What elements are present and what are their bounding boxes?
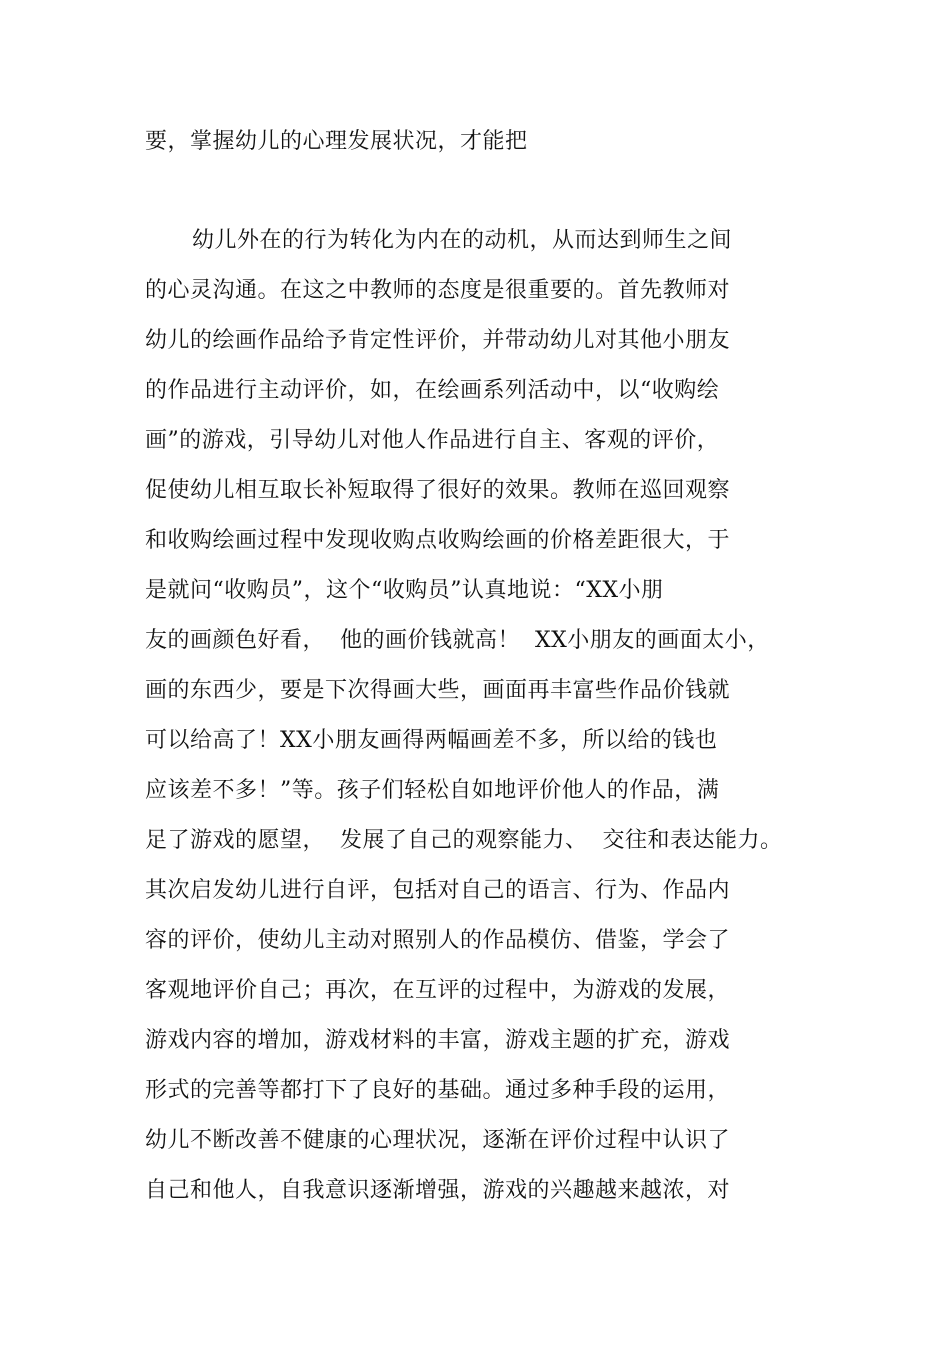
text-line: 容的评价，使幼儿主动对照别人的作品模仿、借鉴，学会了: [145, 928, 731, 953]
text-line: 的作品进行主动评价，如，在绘画系列活动中，以“收购绘: [145, 378, 720, 403]
text-line: 自己和他人，自我意识逐渐增强，游戏的兴趣越来越浓，对: [145, 1178, 731, 1203]
text-line: 客观地评价自己；再次，在互评的过程中，为游戏的发展，: [145, 978, 731, 1003]
text-line: 应该差不多！”等。孩子们轻松自如地评价他人的作品，满: [145, 778, 720, 803]
text-line: 其次启发幼儿进行自评，包括对自己的语言、行为、作品内: [145, 878, 731, 903]
text-line: 可以给高了！XX小朋友画得两幅画差不多，所以给的钱也: [145, 728, 718, 753]
text-line: 形式的完善等都打下了良好的基础。通过多种手段的运用，: [145, 1078, 731, 1103]
text-line: 画的东西少，要是下次得画大些，画面再丰富些作品价钱就: [145, 678, 731, 703]
text-line: 要，掌握幼儿的心理发展状况，才能把: [145, 129, 528, 154]
text-line: 画”的游戏，引导幼儿对他人作品进行自主、客观的评价，: [145, 428, 720, 453]
text-line: 幼儿的绘画作品给予肯定性评价，并带动幼儿对其他小朋友: [145, 328, 731, 353]
text-line: 是就问“收购员”，这个“收购员”认真地说：“XX小朋: [145, 578, 664, 603]
text-line: 和收购绘画过程中发现收购点收购绘画的价格差距很大，于: [145, 528, 731, 553]
paragraph-first-line: 幼儿外在的行为转化为内在的动机，从而达到师生之间: [192, 228, 733, 253]
text-line: 友的画颜色好看， 他的画价钱就高！ XX小朋友的画面太小，: [145, 628, 770, 653]
text-line: 促使幼儿相互取长补短取得了很好的效果。教师在巡回观察: [145, 478, 731, 503]
text-line: 幼儿不断改善不健康的心理状况，逐渐在评价过程中认识了: [145, 1128, 731, 1153]
text-line: 足了游戏的愿望， 发展了自己的观察能力、 交往和表达能力。: [145, 828, 783, 853]
text-line: 游戏内容的增加，游戏材料的丰富，游戏主题的扩充，游戏: [145, 1028, 731, 1053]
text-line: 的心灵沟通。在这之中教师的态度是很重要的。首先教师对: [145, 278, 731, 303]
